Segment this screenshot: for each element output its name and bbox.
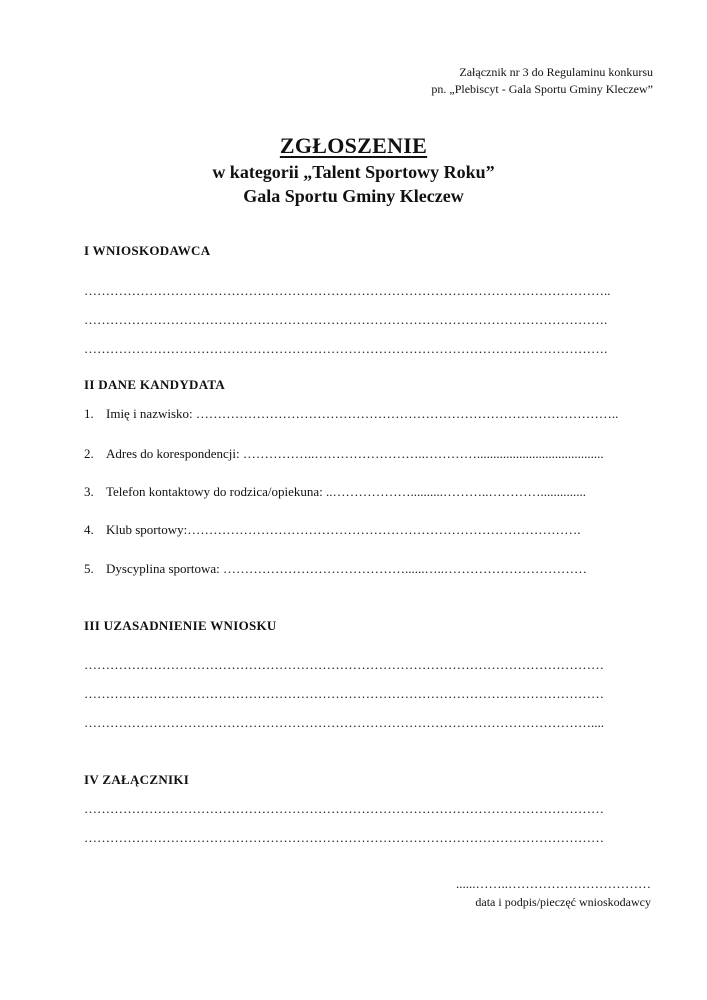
title-block — [0, 132, 707, 208]
field-club — [84, 522, 581, 538]
event-title: Gala Sportu Gminy Kleczew — [243, 186, 464, 206]
field-number: 4. — [84, 522, 94, 537]
field-number: 2. — [84, 446, 94, 461]
field-label: Imię i nazwisko: — [106, 406, 196, 421]
annex-line-2: pn. „Plebiscyt - Gala Sportu Gminy Kleczew” — [431, 82, 653, 96]
field-phone — [84, 484, 586, 500]
section-heading-attachments: IV ZAŁĄCZNIKI — [84, 772, 190, 787]
field-number: 3. — [84, 484, 94, 499]
field-label: Telefon kontaktowy do rodzica/opiekuna: — [106, 484, 327, 499]
justification-line-1: ………………………………………………………………………………………………………… — [84, 657, 604, 672]
section-heading-applicant: I WNIOSKODAWCA — [84, 243, 211, 258]
annex-line-1: Załącznik nr 3 do Regulaminu konkursu — [459, 65, 653, 79]
field-dots: ……………………………………......…..…………………………… — [222, 561, 587, 576]
field-address — [84, 446, 604, 462]
applicant-line-3: …………………………………………………………………………………………………………. — [84, 341, 608, 356]
section-heading-justification: III UZASADNIENIE WNIOSKU — [84, 618, 277, 633]
field-name — [84, 406, 618, 422]
annex-note — [431, 64, 653, 98]
field-dots: ……………..……………………..…………....................................... — [242, 446, 604, 461]
field-dots: ..………………..........………..………….............. — [326, 484, 587, 499]
field-number: 1. — [84, 406, 94, 421]
field-number: 5. — [84, 561, 94, 576]
document-title: ZGŁOSZENIE — [279, 133, 428, 158]
justification-line-3: ……………………………………………………………………………………………………….... — [84, 715, 604, 730]
field-label: Dyscyplina sportowa: — [106, 561, 223, 576]
field-discipline — [84, 561, 587, 577]
field-label: Klub sportowy: — [106, 522, 188, 537]
applicant-line-2: …………………………………………………………………………………………………………. — [84, 312, 608, 327]
signature-line: ......……..…………………………… — [456, 876, 651, 891]
attachments-line-1: ………………………………………………………………………………………………………… — [84, 801, 604, 816]
field-dots: ………………………………………………………………………………. — [187, 522, 581, 537]
applicant-line-1: ………………………………………………………………………………………………………….. — [84, 283, 611, 298]
attachments-line-2: ………………………………………………………………………………………………………… — [84, 830, 604, 845]
field-dots: …………………………………………………………………………………….. — [195, 406, 619, 421]
field-label: Adres do korespondencji: — [106, 446, 243, 461]
signature-caption: data i podpis/pieczęć wnioskodawcy — [475, 895, 651, 909]
section-heading-candidate: II DANE KANDYDATA — [84, 377, 226, 392]
category-title: w kategorii „Talent Sportowy Roku” — [212, 162, 495, 182]
justification-line-2: ………………………………………………………………………………………………………… — [84, 686, 604, 701]
